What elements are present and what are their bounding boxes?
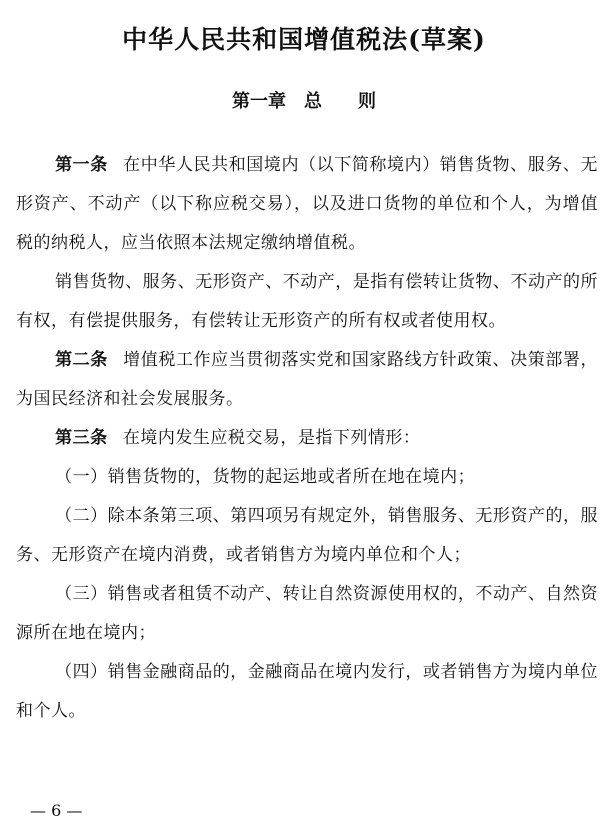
article-3-item-4 <box>16 653 598 731</box>
article-label: 第一条 <box>55 155 108 175</box>
article-item-text: （三）销售或者租赁不动产、转让自然资源使用权的，不动产、自然资源所在地在境内； <box>16 584 598 643</box>
article-text: 增值税工作应当贯彻落实党和国家路线方针政策、决策部署，为国民经济和社会发展服务。 <box>16 350 599 409</box>
article-label: 第二条 <box>55 350 108 370</box>
chapter-title: 第一章 总 则 <box>232 91 376 112</box>
article-3-item-2 <box>16 497 598 575</box>
article-text: 在境内发生应税交易，是指下列情形： <box>122 428 421 448</box>
article-1-paragraph <box>16 146 598 263</box>
article-2-paragraph <box>16 341 598 419</box>
article-item-text: （一）销售货物的，货物的起运地或者所在地在境内； <box>55 467 476 487</box>
article-label: 第三条 <box>55 428 108 448</box>
article-3-item-3 <box>16 575 598 653</box>
article-item-text: （四）销售金融商品的，金融商品在境内发行，或者销售方为境内单位和个人。 <box>16 662 598 721</box>
article-item-text: （二）除本条第三项、第四项另有规定外，销售服务、无形资产的，服务、无形资产在境内消费，或者销售方为境内单位和个人； <box>16 506 598 565</box>
article-1-paragraph-2 <box>16 263 598 341</box>
page-number: — 6 — <box>30 801 83 820</box>
article-3-item-1 <box>16 458 598 497</box>
article-text: 在中华人民共和国境内（以下简称境内）销售货物、服务、无形资产、不动产（以下称应税交易），以及进口货物的单位和个人，为增值税的纳税人，应当依照本法规定缴纳增值税。 <box>16 155 599 253</box>
document-body <box>16 146 598 731</box>
article-3-paragraph <box>16 419 598 458</box>
document-title: 中华人民共和国增值税法(草案) <box>122 25 486 54</box>
article-text: 销售货物、服务、无形资产、不动产，是指有偿转让货物、不动产的所有权，有偿提供服务，有偿转让无形资产的所有权或者使用权。 <box>16 272 598 331</box>
